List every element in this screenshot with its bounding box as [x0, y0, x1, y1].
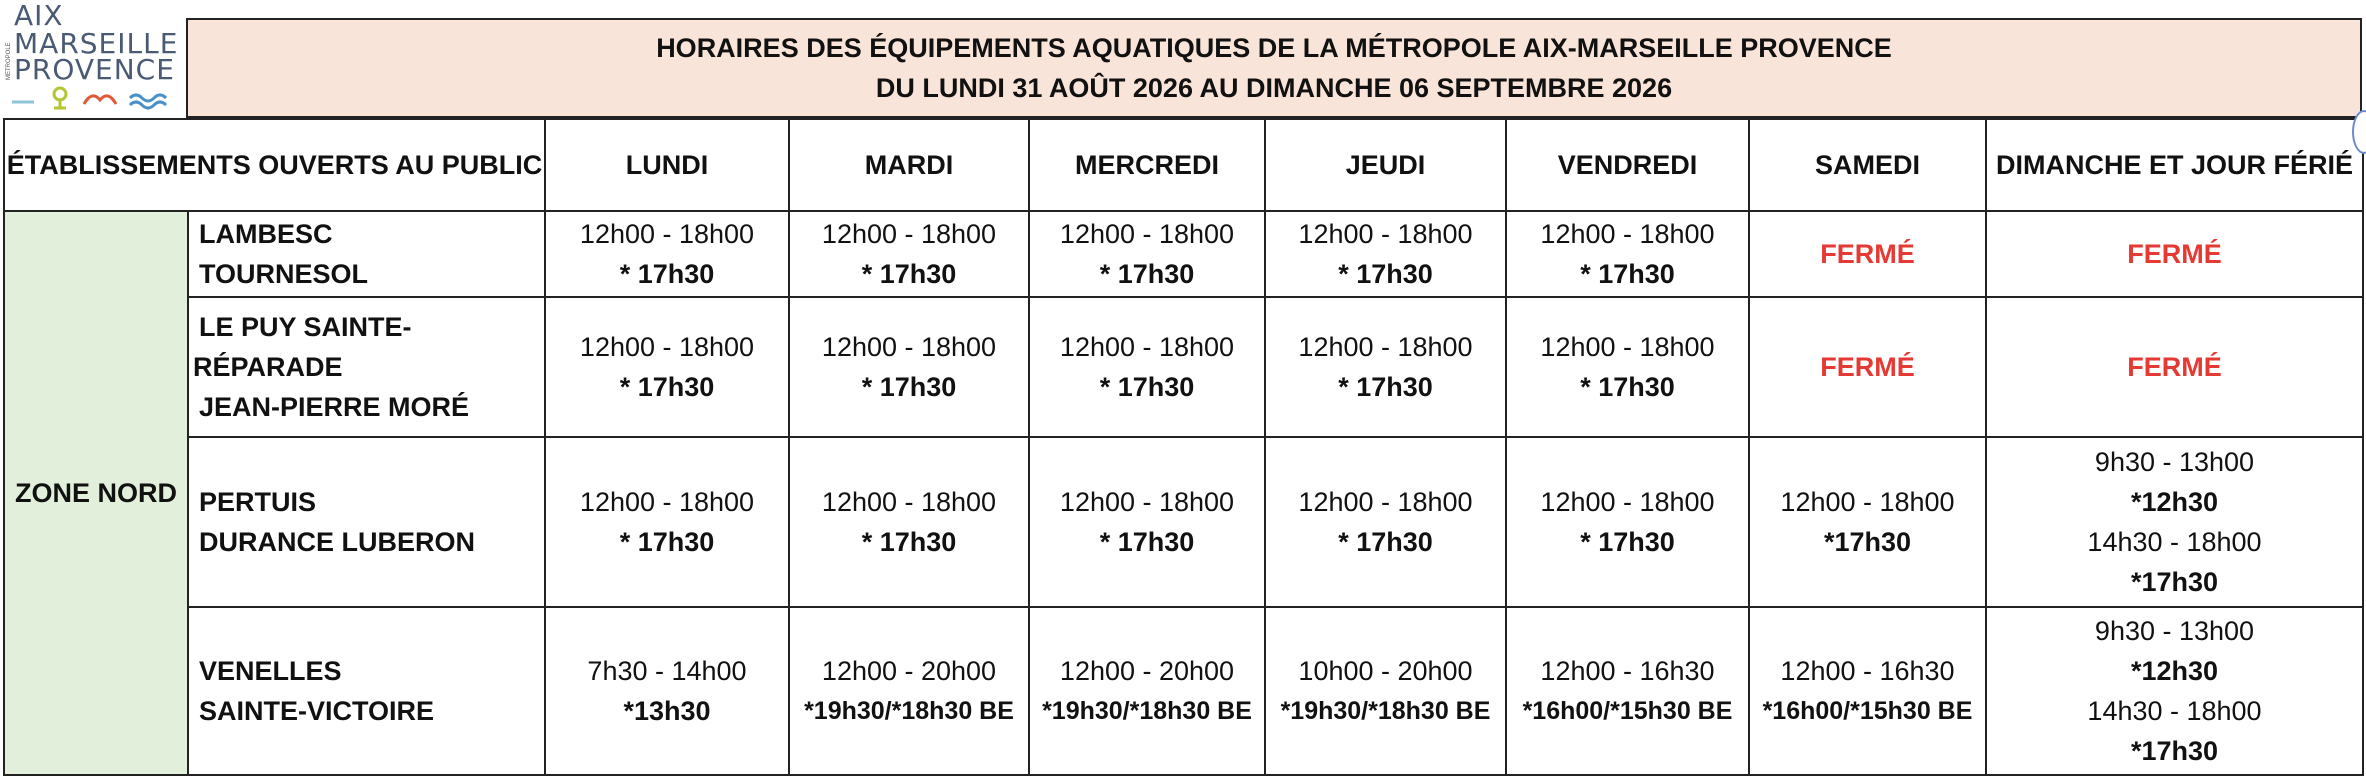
hours-cell [1265, 297, 1506, 437]
hours-text: 10h00 - 20h00 [1298, 656, 1473, 686]
hours-note: * 17h30 [619, 527, 715, 557]
hours-cell [1506, 607, 1749, 775]
hours-text: 12h00 - 18h00 [1540, 219, 1715, 249]
hours-cell [1029, 437, 1265, 607]
hours-note: * 17h30 [1338, 527, 1433, 557]
hours-cell [1506, 437, 1749, 607]
hours-note: *19h30/*18h30 BE [1280, 697, 1491, 725]
header-dimanche: DIMANCHE ET JOUR FÉRIÉ [1986, 119, 2363, 211]
hours-cell [545, 297, 789, 437]
hours-note: * 17h30 [861, 527, 957, 557]
hours-note: * 17h30 [861, 259, 957, 289]
banner-date-range: DU LUNDI 31 AOÛT 2026 AU DIMANCHE 06 SEPTEMBRE 2026 [875, 73, 1673, 103]
hours-cell [545, 437, 789, 607]
hours-note: * 17h30 [1580, 527, 1675, 557]
establishment-pool: DURANCE LUBERON [199, 527, 475, 557]
hours-cell [1749, 437, 1986, 607]
hours-note: * 17h30 [1580, 372, 1675, 402]
hours-text: 12h00 - 18h00 [1780, 487, 1955, 517]
logo-symbols-icon [12, 86, 182, 110]
establishment-name [188, 607, 545, 775]
hours-note: *12h30 [2130, 487, 2219, 517]
hours-note: * 17h30 [1099, 527, 1195, 557]
closed-label: FERMÉ [2127, 352, 2222, 382]
hours-note: *12h30 [2130, 656, 2219, 686]
establishment-pool: JEAN-PIERRE MORÉ [199, 392, 470, 422]
establishment-name [188, 211, 545, 297]
closed-cell [1986, 297, 2363, 437]
zone-label: ZONE NORD [4, 211, 188, 775]
table-header-row [4, 119, 2363, 211]
hours-text: 12h00 - 18h00 [1059, 332, 1235, 362]
hours-note: * 17h30 [1338, 372, 1433, 402]
hours-text: 9h30 - 13h00 [2094, 616, 2255, 646]
header-establishments: ÉTABLISSEMENTS OUVERTS AU PUBLIC [4, 119, 545, 211]
closed-cell [1749, 297, 1986, 437]
table-row [4, 437, 2363, 607]
header-vendredi: VENDREDI [1506, 119, 1749, 211]
hours-text: 12h00 - 16h30 [1780, 656, 1955, 686]
hours-text: 12h00 - 18h00 [1298, 487, 1473, 517]
hours-text: 12h00 - 18h00 [579, 487, 755, 517]
hours-text: 12h00 - 18h00 [821, 487, 997, 517]
hours-cell [1506, 211, 1749, 297]
hours-text: 12h00 - 18h00 [1298, 219, 1473, 249]
hours-note: * 17h30 [1099, 259, 1195, 289]
establishment-name [188, 297, 545, 437]
hours-text: 12h00 - 18h00 [1540, 332, 1715, 362]
table-row [4, 211, 2363, 297]
hours-text-afternoon: 14h30 - 18h00 [2087, 527, 2262, 557]
hours-text: 12h00 - 18h00 [579, 219, 755, 249]
hours-cell [545, 607, 789, 775]
hours-note: *13h30 [623, 696, 711, 726]
hours-cell [545, 211, 789, 297]
hours-text: 12h00 - 18h00 [579, 332, 755, 362]
hours-cell [789, 607, 1029, 775]
header-lundi: LUNDI [545, 119, 789, 211]
establishment-city: VENELLES [199, 656, 342, 686]
establishment-city: LAMBESC [199, 219, 333, 249]
closed-label: FERMÉ [1820, 239, 1915, 269]
hours-text: 12h00 - 18h00 [821, 219, 997, 249]
closed-label: FERMÉ [1820, 352, 1915, 382]
hours-text: 12h00 - 20h00 [821, 656, 997, 686]
closed-cell [1749, 211, 1986, 297]
hours-text: 12h00 - 18h00 [1059, 219, 1235, 249]
hours-note-afternoon: *17h30 [2130, 567, 2219, 597]
header-samedi: SAMEDI [1749, 119, 1986, 211]
hours-cell [1265, 437, 1506, 607]
hours-cell [1029, 211, 1265, 297]
hours-text: 12h00 - 18h00 [1059, 487, 1235, 517]
hours-note: * 17h30 [1099, 372, 1195, 402]
hours-cell [1265, 607, 1506, 775]
hours-text: 7h30 - 14h00 [587, 656, 747, 686]
banner-title: HORAIRES DES ÉQUIPEMENTS AQUATIQUES DE LA MÉTROPOLE AIX-MARSEILLE PROVENCE [656, 33, 1892, 63]
hours-note: * 17h30 [1580, 259, 1675, 289]
logo-line-aix: AIX [14, 0, 64, 32]
hours-text: 9h30 - 13h00 [2094, 447, 2255, 477]
header-mercredi: MERCREDI [1029, 119, 1265, 211]
hours-text: 12h00 - 18h00 [1298, 332, 1473, 362]
establishment-name [188, 437, 545, 607]
hours-note: * 17h30 [1338, 259, 1433, 289]
logo-line-provence: PROVENCE [14, 53, 175, 86]
hours-text: 12h00 - 18h00 [1540, 487, 1715, 517]
establishment-pool: TOURNESOL [199, 259, 369, 289]
hours-cell [1986, 437, 2363, 607]
establishment-city: LE PUY SAINTE- [199, 312, 412, 342]
hours-text: 12h00 - 18h00 [821, 332, 997, 362]
closed-label: FERMÉ [2127, 239, 2222, 269]
header-mardi: MARDI [789, 119, 1029, 211]
hours-text: 12h00 - 16h30 [1540, 656, 1715, 686]
schedule-table [3, 118, 2364, 776]
logo-tiny-text: MÉTROPOLE [6, 42, 12, 80]
hours-cell [1749, 607, 1986, 775]
hours-note: *19h30/*18h30 BE [804, 697, 1014, 725]
closed-cell [1986, 211, 2363, 297]
hours-cell [789, 297, 1029, 437]
hours-note: * 17h30 [861, 372, 957, 402]
metropole-logo [0, 0, 186, 118]
hours-note: *16h00/*15h30 BE [1762, 697, 1973, 725]
table-row [4, 297, 2363, 437]
hours-text: 12h00 - 20h00 [1059, 656, 1235, 686]
hours-cell [789, 211, 1029, 297]
hours-note: *16h00/*15h30 BE [1522, 697, 1733, 725]
header-jeudi: JEUDI [1265, 119, 1506, 211]
hours-cell [1986, 607, 2363, 775]
hours-note: * 17h30 [619, 259, 715, 289]
hours-note: *19h30/*18h30 BE [1042, 697, 1252, 725]
hours-cell [1029, 297, 1265, 437]
hours-note: *17h30 [1823, 527, 1912, 557]
establishment-city-cont: RÉPARADE [193, 352, 343, 382]
hours-note-afternoon: *17h30 [2130, 736, 2219, 766]
hours-cell [789, 437, 1029, 607]
table-row [4, 607, 2363, 775]
hours-cell [1506, 297, 1749, 437]
hours-text-afternoon: 14h30 - 18h00 [2087, 696, 2262, 726]
hours-note: * 17h30 [619, 372, 715, 402]
logo-line-marseille: MARSEILLE [14, 27, 179, 60]
schedule-banner [186, 18, 2362, 118]
hours-cell [1265, 211, 1506, 297]
establishment-pool: SAINTE-VICTOIRE [199, 696, 435, 726]
establishment-city: PERTUIS [199, 487, 317, 517]
hours-cell [1029, 607, 1265, 775]
